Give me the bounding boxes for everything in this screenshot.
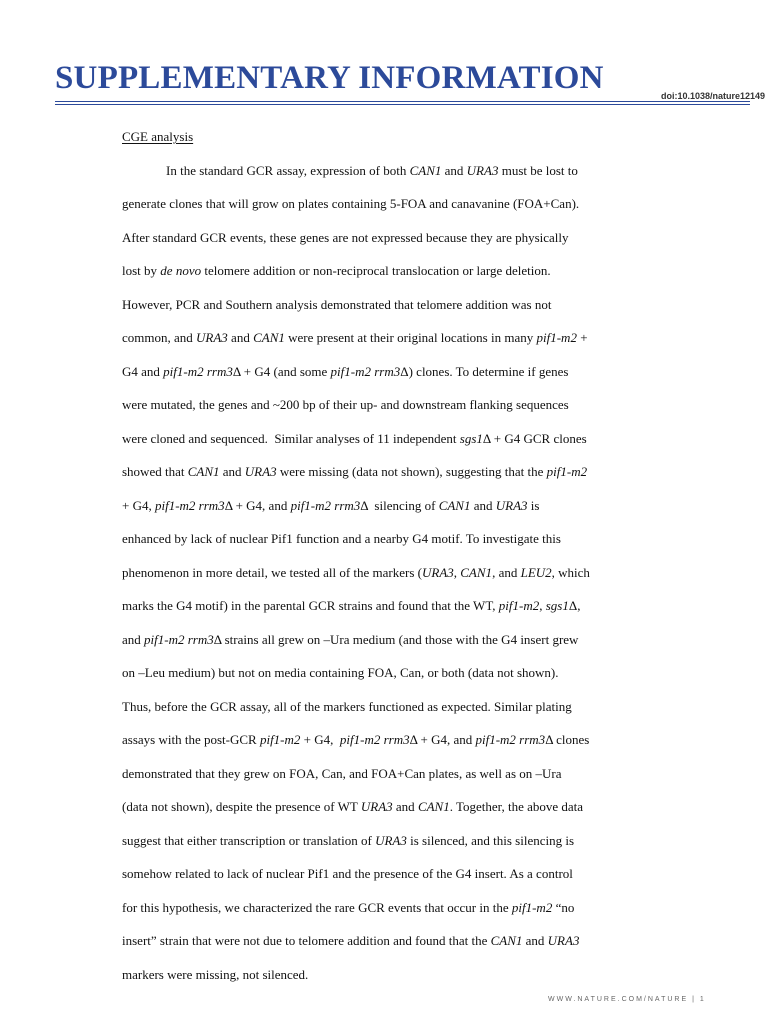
text-segment: , and (492, 564, 521, 580)
text-segment: lost by (122, 263, 161, 278)
text-line (122, 463, 642, 497)
italic-term: pif1-m2 (498, 598, 540, 613)
text-segment: Δ clones (545, 732, 590, 747)
main-content (122, 128, 642, 999)
italic-term: CAN1 (187, 464, 220, 479)
italic-term: URA3 (495, 497, 528, 513)
text-line (122, 597, 642, 631)
text-line (122, 363, 642, 397)
text-segment: and (392, 799, 418, 814)
text-segment: and (522, 933, 548, 948)
text-segment: , (539, 598, 546, 613)
text-line (122, 966, 642, 1000)
page-footer: WWW.NATURE.COM/NATURE | 1 (548, 996, 706, 1003)
text-segment: and (470, 497, 496, 513)
text-segment: Δ + G4 (and some (232, 363, 331, 379)
text-segment: showed that (122, 464, 188, 479)
text-line (122, 731, 642, 765)
text-line (122, 698, 642, 732)
italic-term: pif1-m2 (536, 330, 577, 345)
text-line (122, 798, 642, 832)
text-line (122, 832, 642, 866)
italic-term: pif1-m2 rrm3 (475, 732, 546, 747)
italic-term: pif1-m2 rrm3 (330, 363, 401, 379)
italic-term: pif1-m2 rrm3 (144, 631, 214, 647)
text-line (122, 530, 642, 564)
text-segment: (data not shown), despite the presence of WT (122, 799, 361, 814)
text-segment: Δ + G4 GCR clones (482, 430, 587, 446)
text-segment: is (527, 497, 540, 513)
italic-term: pif1-m2 rrm3 (290, 497, 361, 513)
italic-term: CAN1 (490, 933, 523, 948)
text-line (122, 195, 642, 229)
text-segment: However, PCR and Southern analysis demonstrated that telomere addition was not (122, 296, 552, 312)
italic-term: sgs1 (459, 430, 483, 446)
text-segment: markers were missing, not silenced. (122, 966, 309, 982)
page-header (55, 58, 766, 101)
italic-term: CAN1 (409, 162, 442, 178)
italic-term: pif1-m2 (546, 464, 588, 479)
text-segment: generate clones that will grow on plates containing 5-FOA and canavanine (FOA+Can). (122, 196, 580, 211)
text-line (122, 865, 642, 899)
italic-term: pif1-m2 rrm3 (163, 363, 233, 379)
text-segment: In the standard GCR assay, expression of both (166, 162, 410, 178)
body-text (122, 162, 642, 1000)
text-line (122, 430, 642, 464)
italic-term: pif1-m2 (511, 899, 553, 915)
italic-term: CAN1 (417, 799, 450, 814)
text-segment: Δ + G4, and (224, 497, 291, 513)
text-line (122, 564, 642, 598)
text-segment: insert” strain that were not due to telomere addition and found that the (122, 933, 491, 948)
italic-term: URA3 (375, 832, 407, 848)
italic-term: pif1-m2 rrm3 (339, 732, 410, 747)
text-segment: for this hypothesis, we characterized the rare GCR events that occur in the (122, 899, 512, 915)
text-line (122, 497, 642, 531)
text-segment: + (576, 330, 588, 345)
italic-term: LEU2 (520, 564, 552, 580)
text-line (122, 899, 642, 933)
italic-term: CAN1 (460, 564, 493, 580)
text-line (122, 329, 642, 363)
text-segment: were missing (data not shown), suggesting that the (276, 464, 547, 479)
text-segment: demonstrated that they grew on FOA, Can, and FOA+Can plates, as well as on –Ura (122, 765, 562, 781)
header-divider-bottom (55, 104, 750, 105)
text-line (122, 932, 642, 966)
text-segment: common, and (122, 330, 197, 345)
italic-term: URA3 (547, 933, 580, 948)
text-segment: and (219, 464, 245, 479)
text-line (122, 262, 642, 296)
italic-term: pif1-m2 rrm3 (154, 497, 225, 513)
text-line (122, 396, 642, 430)
italic-term: URA3 (360, 799, 393, 814)
text-line (122, 296, 642, 330)
text-segment: , which (551, 564, 590, 580)
italic-term: pif1-m2 (259, 732, 301, 747)
doi-label: doi:10.1038/nature12149 (661, 91, 766, 101)
italic-term: URA3 (421, 564, 454, 580)
text-segment: must be lost to (498, 162, 578, 178)
text-segment: , (453, 564, 461, 580)
text-segment: . Together, the above data (449, 799, 584, 814)
text-line (122, 162, 642, 196)
italic-term: URA3 (244, 464, 277, 479)
italic-term: de novo (160, 263, 202, 278)
italic-term: sgs1 (545, 598, 569, 613)
text-segment: enhanced by lack of nuclear Pif1 function and a nearby G4 motif. To investigate this (122, 531, 561, 546)
text-segment: telomere addition or non-reciprocal translocation or large deletion. (201, 263, 551, 278)
text-segment: Δ + G4, and (409, 732, 476, 747)
text-line (122, 664, 642, 698)
text-segment: Δ strains all grew on –Ura medium (and those with the G4 insert grew (213, 631, 579, 647)
italic-term: CAN1 (253, 330, 285, 345)
text-line (122, 765, 642, 799)
text-segment: phenomenon in more detail, we tested all of the markers ( (122, 564, 422, 580)
text-segment: Δ) clones. To determine if genes (400, 363, 569, 379)
text-segment: marks the G4 motif) in the parental GCR strains and found that the WT, (122, 598, 499, 613)
text-segment: Δ silencing of (360, 497, 439, 513)
text-segment: and (441, 162, 467, 178)
italic-term: CAN1 (438, 497, 471, 513)
text-segment: were cloned and sequenced. Similar analyses of 11 independent (122, 430, 460, 446)
text-segment: and (122, 631, 145, 647)
text-line (122, 631, 642, 665)
text-segment: on –Leu medium) but not on media containing FOA, Can, or both (data not shown). (122, 665, 559, 680)
text-segment: and (227, 330, 254, 345)
text-segment: G4 and (122, 363, 164, 379)
text-segment: + G4, (122, 497, 155, 513)
text-segment: somehow related to lack of nuclear Pif1 and the presence of the G4 insert. As a control (122, 866, 573, 881)
text-segment: Thus, before the GCR assay, all of the markers functioned as expected. Similar plating (122, 698, 572, 714)
text-segment: assays with the post-GCR (122, 732, 260, 747)
text-segment: were present at their original locations in many (284, 330, 537, 345)
text-line (122, 229, 642, 263)
italic-term: URA3 (196, 330, 228, 345)
text-segment: After standard GCR events, these genes are not expressed because they are physically (122, 229, 569, 245)
text-segment: “no (552, 899, 575, 915)
section-heading: CGE analysis (122, 129, 194, 144)
text-segment: + G4, (300, 732, 340, 747)
text-segment: suggest that either transcription or translation of (122, 832, 376, 848)
header-divider-top (55, 101, 750, 102)
text-segment: is silenced, and this silencing is (406, 832, 575, 848)
text-segment: were mutated, the genes and ~200 bp of their up- and downstream flanking sequences (122, 397, 569, 412)
page-title: SUPPLEMENTARY INFORMATION (55, 60, 604, 96)
text-segment: Δ, (568, 598, 581, 613)
italic-term: URA3 (466, 162, 499, 178)
